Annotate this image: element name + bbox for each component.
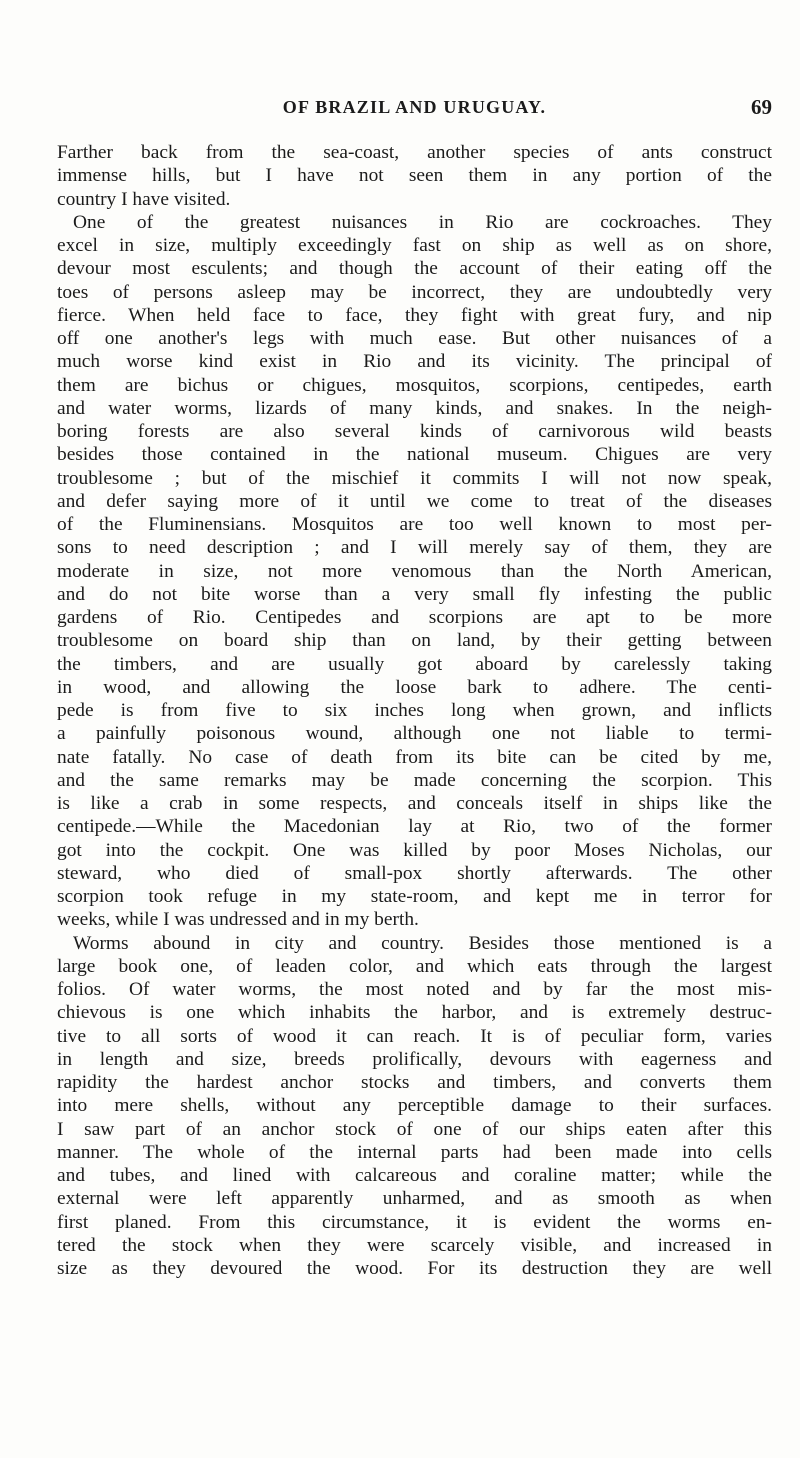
text-line: folios. Of water worms, the most noted and by far the most mis- (57, 979, 772, 1000)
text-line: tive to all sorts of wood it can reach. It is of peculiar form, varies (57, 1025, 772, 1047)
text-line: is like a crab in some respects, and conceals itself in ships like the (57, 793, 772, 814)
text-line: and water worms, lizards of many kinds, and snakes. In the neigh- (57, 397, 772, 419)
text-line: large book one, of leaden color, and which eats through the largest (57, 955, 772, 977)
text-line: toes of persons asleep may be incorrect, they are undoubtedly very (57, 281, 772, 303)
text-line: them are bichus or chigues, mosquitos, scorpions, centipedes, earth (57, 374, 772, 396)
text-line: steward, who died of small-pox shortly afterwards. The other (57, 862, 772, 884)
text-line: external were left apparently unharmed, and as smooth as when (57, 1188, 772, 1210)
text-line: a painfully poisonous wound, although one not liable to termi- (57, 723, 772, 745)
text-line: in wood, and allowing the loose bark to adhere. The centi- (57, 676, 772, 698)
running-head (57, 92, 772, 122)
text-line: country I have visited. (57, 188, 231, 210)
text-line: the timbers, and are usually got aboard by carelessly taking (57, 653, 772, 675)
text-line: and tubes, and lined with calcareous and coraline matter; while the (57, 1165, 772, 1186)
text-line: and defer saying more of it until we come to treat of the diseases (57, 490, 772, 512)
text-line: excel in size, multiply exceedingly fast on ship as well as on shore, (57, 235, 772, 256)
text-line: of the Fluminensians. Mosquitos are too well known to most per- (57, 514, 772, 535)
text-line: sons to need description ; and I will merely say of them, they are (57, 537, 772, 559)
text-line: One of the greatest nuisances in Rio are cockroaches. They (73, 211, 772, 233)
text-line: centipede.—While the Macedonian lay at Rio, two of the former (57, 816, 772, 838)
text-line: troublesome ; but of the mischief it commits I will not now speak, (57, 467, 772, 489)
text-line: got into the cockpit. One was killed by poor Moses Nicholas, our (57, 839, 772, 861)
text-line: and the same remarks may be made concerning the scorpion. This (57, 769, 772, 791)
text-line: boring forests are also several kinds of carnivorous wild beasts (57, 421, 772, 442)
running-title: OF BRAZIL AND URUGUAY. (282, 97, 547, 117)
text-line: weeks, while I was undressed and in my berth. (57, 909, 419, 931)
text-line: chievous is one which inhabits the harbor, and is extremely destruc- (57, 1002, 772, 1024)
text-line: first planed. From this circumstance, it is evident the worms en- (57, 1211, 772, 1233)
text-line: manner. The whole of the internal parts had been made into cells (57, 1141, 772, 1163)
text-line: size as they devoured the wood. For its destruction they are well (57, 1258, 772, 1279)
text-line: off one another's legs with much ease. But other nuisances of a (57, 328, 772, 349)
text-line: and do not bite worse than a very small fly infesting the public (57, 583, 772, 605)
text-line: devour most esculents; and though the account of their eating off the (57, 258, 772, 280)
text-line: moderate in size, not more venomous than the North American, (57, 560, 772, 582)
text-line: troublesome on board ship than on land, by their getting between (57, 630, 772, 652)
text-line: fierce. When held face to face, they fight with great fury, and nip (57, 304, 772, 326)
text-line: Farther back from the sea-coast, another species of ants construct (57, 142, 772, 163)
text-line: into mere shells, without any perceptible damage to their surfaces. (57, 1095, 772, 1117)
text-line: nate fatally. No case of death from its bite can be cited by me, (57, 746, 772, 768)
text-line: gardens of Rio. Centipedes and scorpions are apt to be more (57, 607, 772, 628)
text-line: besides those contained in the national museum. Chigues are very (57, 444, 772, 466)
text-line: pede is from five to six inches long when grown, and inflicts (57, 700, 772, 721)
body-text (57, 141, 772, 1280)
text-line: Worms abound in city and country. Besides those mentioned is a (73, 932, 772, 954)
text-line: scorpion took refuge in my state-room, and kept me in terror for (57, 886, 772, 907)
text-line: I saw part of an anchor stock of one of our ships eaten after this (57, 1118, 772, 1140)
text-line: tered the stock when they were scarcely visible, and increased in (57, 1234, 772, 1256)
page-number: 69 (751, 95, 772, 119)
text-line: immense hills, but I have not seen them in any portion of the (57, 165, 772, 187)
text-line: rapidity the hardest anchor stocks and timbers, and converts them (57, 1072, 772, 1093)
text-line: in length and size, breeds prolifically, devours with eagerness and (57, 1048, 772, 1070)
text-line: much worse kind exist in Rio and its vicinity. The principal of (57, 351, 772, 373)
